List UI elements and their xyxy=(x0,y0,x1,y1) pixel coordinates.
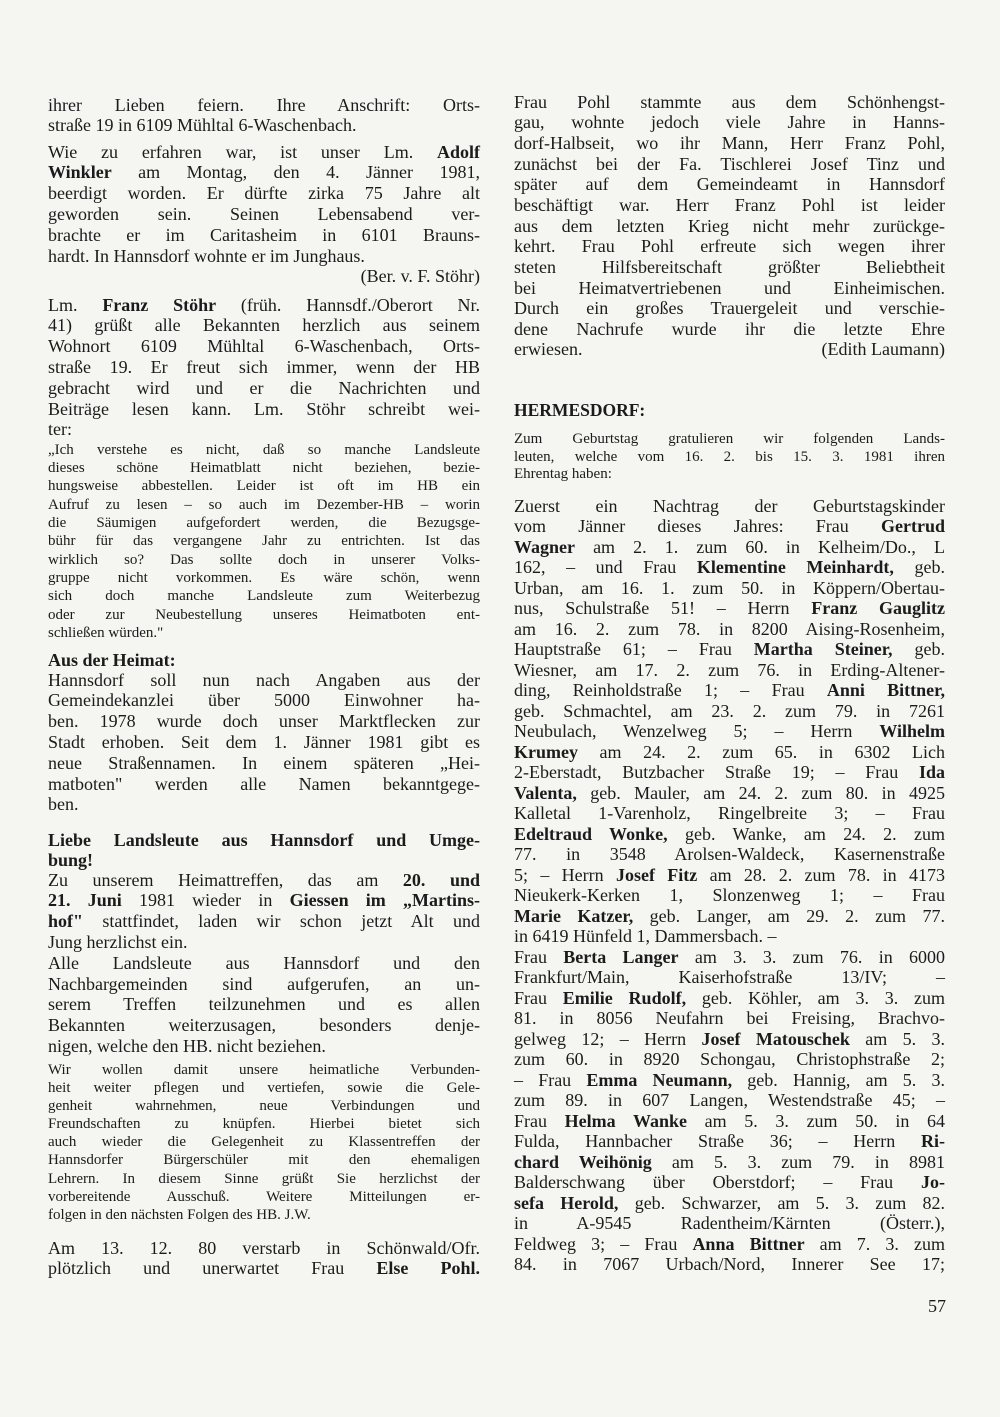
text-segment: Wie zu erfahren war, ist unser Lm. xyxy=(48,141,437,162)
text-line xyxy=(514,803,945,824)
text-segment: aus dem letzten Krieg nicht mehr zurückge- xyxy=(514,215,945,236)
text-line xyxy=(48,830,480,851)
text-line xyxy=(48,1206,480,1224)
text-line xyxy=(514,1131,945,1152)
text-line xyxy=(514,537,945,558)
bold-name: Wilhelm xyxy=(879,721,945,742)
bold-name: Franz Stöhr xyxy=(102,294,217,315)
text-line xyxy=(514,824,945,845)
text-segment: am 2. 1. zum 60. in Kelheim/Do., L xyxy=(575,536,945,557)
bold-name: Emma Neumann, xyxy=(586,1069,733,1090)
paragraph-address xyxy=(48,95,480,137)
bold-name: Jo- xyxy=(921,1172,945,1193)
text-segment: Durch ein großes Trauergeleit und verschie- xyxy=(514,298,945,319)
text-line xyxy=(514,1213,945,1234)
text-segment: Freundschaften zu knüpfen. Hierbei bietet sich xyxy=(48,1116,480,1133)
text-line xyxy=(514,216,945,237)
text-line xyxy=(48,496,480,514)
text-line xyxy=(48,774,480,795)
bold-name: Franz Gauglitz xyxy=(811,598,945,619)
bold-name: Valenta, xyxy=(514,782,577,803)
text-line xyxy=(48,953,480,974)
text-segment: hardt. In Hannsdorf wohnte er im Junghaus. xyxy=(48,245,365,266)
text-segment: die Säumigen aufgefordert werden, die Bezugsge- xyxy=(48,515,480,532)
text-line xyxy=(48,246,480,267)
text-segment: später auf dem Gemeindeamt in Hannsdorf xyxy=(514,174,945,195)
text-line xyxy=(48,587,480,605)
paragraph-winkler-obituary xyxy=(48,142,480,267)
text-segment: geb. Schwarzer, am 5. 3. zum 82. xyxy=(618,1192,945,1213)
text-segment: Jung herzlichst ein. xyxy=(48,931,188,952)
text-line xyxy=(514,112,945,133)
text-segment: (früh. Hannsdf./Oberort Nr. xyxy=(216,294,481,315)
text-segment: steten Hilfsbereitschaft größter Beliebtheit xyxy=(514,257,945,278)
bold-name: Wagner xyxy=(514,536,575,557)
text-line xyxy=(514,257,945,278)
text-segment: brachte er im Caritasheim in 6101 Brauns- xyxy=(48,224,480,245)
bold-name: Emilie Rudolf, xyxy=(562,987,687,1008)
text-segment: „Ich verstehe es nicht, daß so manche Landsleute xyxy=(48,441,480,458)
text-segment: 5; – Herrn xyxy=(514,864,616,885)
text-segment: gruppe nicht vorkommen. Es wäre schön, wenn xyxy=(48,569,480,586)
text-line xyxy=(514,578,945,599)
text-segment: geb. xyxy=(893,557,945,578)
text-line xyxy=(48,1097,480,1115)
text-segment: am 3. 3. zum 76. in 6000 xyxy=(678,946,945,967)
bold-name: Anni Bittner, xyxy=(826,680,945,701)
text-segment: zum 89. in 607 Langen, Westendstraße 45; – xyxy=(514,1090,945,1111)
bold-name: Josef Matouschek xyxy=(701,1028,850,1049)
text-line xyxy=(514,742,945,763)
paragraph xyxy=(48,142,480,267)
text-line xyxy=(514,1049,945,1070)
text-line xyxy=(48,225,480,246)
text-line xyxy=(48,794,480,815)
text-line xyxy=(514,1090,945,1111)
text-segment: serem Treffen teilzunehmen und es allen xyxy=(48,994,480,1015)
bold-name: Adolf xyxy=(436,141,480,162)
text-segment: oder zur Neubestellung unseres Heimatboten ent- xyxy=(48,606,480,623)
text-segment: Wir wollen damit unsere heimatliche Verbunden- xyxy=(48,1062,480,1078)
bold-name: Helma Wanke xyxy=(564,1110,687,1131)
text-segment: hungsweise abbestellen. Leider ist oft im HB ein xyxy=(48,478,480,495)
attribution-laumann: (Edith Laumann) xyxy=(821,339,945,360)
text-line xyxy=(514,619,945,640)
bold-name: Marie Katzer, xyxy=(514,905,634,926)
heading-liebe-landsleute xyxy=(48,830,480,872)
text-line xyxy=(514,1070,945,1091)
text-segment: geb. Wanke, am 24. 2. zum xyxy=(667,823,945,844)
bold-name: bung! xyxy=(48,850,94,871)
text-segment: beerdigt worden. Er dürfte zirka 75 Jahre alt xyxy=(48,183,480,204)
text-line xyxy=(514,1029,945,1050)
paragraph xyxy=(48,295,480,441)
paragraph-heimat-news xyxy=(48,670,480,816)
text-line xyxy=(48,532,480,550)
paragraph-birthday-intro xyxy=(514,431,945,484)
paragraph-frau-pohl-end xyxy=(514,339,945,360)
text-line xyxy=(48,1238,480,1259)
text-segment: Ehrentag haben: xyxy=(514,466,612,482)
text-segment: am 5. 3. zum 50. in 64 xyxy=(686,1110,945,1131)
text-line xyxy=(514,1234,945,1255)
text-segment: genheit wahrnehmen, neue Verbindungen und xyxy=(48,1098,480,1115)
text-line xyxy=(48,1151,480,1169)
bold-name: Klementine Meinhardt, xyxy=(696,557,894,578)
text-line xyxy=(514,319,945,340)
text-line xyxy=(514,639,945,660)
text-line xyxy=(48,569,480,587)
text-segment: geb. Hannig, am 5. 3. xyxy=(732,1069,945,1090)
text-segment: dene Nachrufe wurde ihr die letzte Ehre xyxy=(514,319,945,340)
bold-name: Giessen im „Martins- xyxy=(289,890,481,911)
bold-name: Krumey xyxy=(514,741,578,762)
text-segment: nigen, welche den HB. nicht beziehen. xyxy=(48,1035,326,1056)
text-line xyxy=(48,911,480,932)
paragraph xyxy=(48,670,480,816)
text-segment: 41) grüßt alle Bekannten herzlich aus seinem xyxy=(48,315,480,336)
text-segment: Frau xyxy=(514,987,563,1008)
paragraph xyxy=(514,92,945,340)
text-segment: geb. xyxy=(892,639,945,660)
text-line xyxy=(48,1061,480,1079)
paragraph-heimattreffen xyxy=(48,870,480,1057)
paragraph-franz-stoehr xyxy=(48,295,480,441)
text-segment: bühr für das vergangene Jahr zu entrichten. Ist das xyxy=(48,533,480,550)
bold-name: Winkler xyxy=(48,162,112,183)
text-line xyxy=(48,441,480,459)
paragraph-birthday-list xyxy=(514,496,945,1275)
text-line xyxy=(514,236,945,257)
text-segment: zum 60. in 8920 Schongau, Christophstraße 2; xyxy=(514,1049,945,1070)
text-segment: leuten, welche vom 16. 2. bis 15. 3. 1981 ihren xyxy=(514,448,945,465)
text-segment: Aufruf zu lesen – so auch im Dezember-HB – worin xyxy=(48,496,480,513)
text-line xyxy=(48,1258,480,1279)
text-segment: am 24. 2. zum 65. in 6302 Lich xyxy=(577,741,945,762)
text-segment: gelweg 12; – Herrn xyxy=(514,1028,702,1049)
page-number: 57 xyxy=(928,1296,946,1316)
text-segment: ding, Reinholdstraße 1; – Frau xyxy=(514,680,827,701)
text-segment: geb. Mauler, am 24. 2. zum 80. in 4925 xyxy=(576,782,945,803)
text-line xyxy=(514,298,945,319)
text-line xyxy=(514,598,945,619)
text-segment: Wiesner, am 17. 2. zum 76. in Erding-Altener- xyxy=(514,659,945,680)
bold-name: Liebe Landsleute aus Hannsdorf und Umge- xyxy=(48,829,480,850)
text-line xyxy=(514,133,945,154)
text-line xyxy=(48,890,480,911)
bold-name: Gertrud xyxy=(881,516,945,537)
text-line xyxy=(48,477,480,495)
text-line xyxy=(48,670,480,691)
text-segment: 1981 wieder in xyxy=(121,890,290,911)
text-segment: Feldweg 3; – Frau xyxy=(514,1233,693,1254)
text-line xyxy=(48,732,480,753)
paragraph-frau-pohl xyxy=(514,92,945,340)
text-line xyxy=(514,906,945,927)
text-segment: straße 19 in 6109 Mühltal 6-Waschenbach. xyxy=(48,115,357,136)
text-segment: Frau xyxy=(514,1110,565,1131)
text-line xyxy=(48,711,480,732)
text-line xyxy=(48,850,480,871)
text-segment: Zuerst ein Nachtrag der Geburtstagskinder xyxy=(514,495,945,516)
text-segment: Hannsdorfer Bürgerschüler mit den ehemaligen xyxy=(48,1152,480,1169)
text-segment: bei Heimatvertriebenen und Einheimischen. xyxy=(514,277,945,298)
text-segment: Hauptstraße 61; – Frau xyxy=(514,639,754,660)
text-segment: straße 19. Er freut sich immer, wenn der HB xyxy=(48,356,480,377)
text-line xyxy=(514,1172,945,1193)
text-segment: geworden sein. Seinen Lebensabend ver- xyxy=(48,203,480,224)
text-line xyxy=(514,885,945,906)
text-segment: in A-9545 Radentheim/Kärnten (Österr.), xyxy=(514,1213,945,1234)
text-line xyxy=(48,1079,480,1097)
text-segment: Urban, am 16. 1. zum 50. in Köppern/Obertau- xyxy=(514,577,945,598)
bold-name: 20. und xyxy=(402,869,480,890)
text-segment: Nachbargemeinden sind aufgerufen, an un- xyxy=(48,973,480,994)
text-line xyxy=(48,115,480,136)
text-line xyxy=(48,95,480,116)
text-segment: folgen in den nächsten Folgen des HB. J.W. xyxy=(48,1206,311,1223)
text-line xyxy=(514,762,945,783)
text-line xyxy=(514,947,945,968)
paragraph-verbundenheit xyxy=(48,1061,480,1224)
text-line xyxy=(48,606,480,624)
bold-name: Josef Fitz xyxy=(615,864,698,885)
text-line xyxy=(514,496,945,517)
text-line xyxy=(514,1008,945,1029)
text-line xyxy=(514,660,945,681)
text-line xyxy=(48,974,480,995)
text-segment: ter: xyxy=(48,419,72,440)
text-segment: kehrt. Frau Pohl erfreute sich wegen ihrer xyxy=(514,236,945,257)
text-segment: Hannsdorf soll nun nach Angaben aus der xyxy=(48,669,480,690)
bold-name: Ida xyxy=(918,762,945,783)
heading-aus-der-heimat: Aus der Heimat: xyxy=(48,649,176,670)
paragraph xyxy=(514,431,945,484)
text-line xyxy=(48,1133,480,1151)
text-line xyxy=(48,870,480,891)
bold-name: Else Pohl. xyxy=(376,1258,480,1279)
text-segment: vom Jänner dieses Jahres: Frau xyxy=(514,516,882,537)
paragraph xyxy=(48,1061,480,1224)
text-segment: wirklich so? Das sollte doch in unserer Volks- xyxy=(48,551,480,568)
text-line xyxy=(48,1170,480,1188)
text-line xyxy=(514,701,945,722)
text-line xyxy=(48,1115,480,1133)
bold-name: Edeltraud Wonke, xyxy=(514,823,668,844)
paragraph xyxy=(48,95,480,137)
text-line xyxy=(514,926,945,947)
text-segment: Frau Pohl stammte aus dem Schönhengst- xyxy=(514,91,945,112)
text-line xyxy=(48,183,480,204)
bold-name: Berta Langer xyxy=(563,946,679,967)
text-segment: schließen würden." xyxy=(48,624,164,641)
text-line xyxy=(514,1254,945,1275)
text-line xyxy=(514,721,945,742)
bold-name: Anna Bittner xyxy=(692,1233,805,1254)
text-line xyxy=(514,680,945,701)
text-segment: am 5. 3. zum 79. in 8981 xyxy=(651,1151,945,1172)
text-segment: Lehrern. In diesem Sinne grüßt Sie herzlichst der xyxy=(48,1170,480,1187)
text-line xyxy=(48,399,480,420)
text-segment: sich doch manche Landsleute zum Weiterbezug xyxy=(48,588,480,605)
text-line xyxy=(48,1015,480,1036)
text-line xyxy=(48,1036,480,1057)
text-segment: 84. in 7067 Urbach/Nord, Innerer See 17; xyxy=(514,1254,945,1275)
text-line xyxy=(48,357,480,378)
text-segment: geb. Köhler, am 3. 3. zum xyxy=(686,987,945,1008)
text-segment: 77. in 3548 Arolsen-Waldeck, Kasernenstraße xyxy=(514,844,945,865)
text-segment: gebracht wird und er die Nachrichten und xyxy=(48,377,480,398)
quote-stoehr xyxy=(48,441,480,642)
text-segment: Wohnort 6109 Mühltal 6-Waschenbach, Orts- xyxy=(48,336,480,357)
text-segment: matboten" werden alle Namen bekanntgege- xyxy=(48,773,480,794)
bold-name: Martha Steiner, xyxy=(753,639,893,660)
text-line xyxy=(48,932,480,953)
text-segment: dieses schöne Heimatblatt nicht beziehen, bezie- xyxy=(48,460,480,477)
text-segment: 162, – und Frau xyxy=(514,557,697,578)
text-line xyxy=(48,419,480,440)
text-segment: Bekannten weiterzusagen, besonders denje- xyxy=(48,1015,480,1036)
paragraph xyxy=(48,870,480,953)
text-segment: Alle Landsleute aus Hannsdorf und den xyxy=(48,952,480,973)
text-segment: zunächst bei der Fa. Tischlerei Josef Tinz und xyxy=(514,153,945,174)
text-segment: plötzlich und unerwartet Frau xyxy=(48,1258,377,1279)
text-line xyxy=(514,174,945,195)
text-segment: Fulda, Hannbacher Straße 36; – Herrn xyxy=(514,1131,921,1152)
text-line xyxy=(514,865,945,886)
text-segment: – Frau xyxy=(514,1069,587,1090)
text-line xyxy=(48,514,480,532)
paragraph-else-pohl xyxy=(48,1238,480,1280)
bold-name: sefa Herold, xyxy=(514,1192,619,1213)
text-segment: am 5. 3. xyxy=(849,1028,945,1049)
paragraph xyxy=(48,830,480,872)
text-segment: 2-Eberstadt, Butzbacher Straße 19; – Frau xyxy=(514,762,919,783)
text-segment: Am 13. 12. 80 verstarb in Schönwald/Ofr. xyxy=(48,1237,480,1258)
text-segment: Beiträge lesen kann. Lm. Stöhr schreibt wei- xyxy=(48,398,480,419)
paragraph xyxy=(514,496,945,947)
text-line xyxy=(48,624,480,642)
bold-name: Ri- xyxy=(921,1131,945,1152)
text-line xyxy=(48,1188,480,1206)
text-line xyxy=(514,844,945,865)
text-line xyxy=(48,295,480,316)
text-line xyxy=(514,1193,945,1214)
heading-hermesdorf: HERMESDORF: xyxy=(514,399,646,420)
text-segment: geb. Schmachtel, am 23. 2. zum 79. in 7261 xyxy=(514,700,945,721)
text-segment: Neubulach, Wenzelweg 5; – Herrn xyxy=(514,721,880,742)
text-line xyxy=(514,278,945,299)
text-line xyxy=(48,459,480,477)
text-line xyxy=(514,195,945,216)
text-segment: neue Straßennamen. In einem späteren „Hei- xyxy=(48,752,480,773)
text-line xyxy=(514,967,945,988)
text-segment: Lm. xyxy=(48,294,103,315)
text-line xyxy=(48,162,480,183)
text-line xyxy=(514,1111,945,1132)
text-segment: ben. xyxy=(48,794,79,815)
text-line xyxy=(514,1152,945,1173)
text-segment: gau, wohnte jedoch viele Jahre in Hanns- xyxy=(514,112,945,133)
text-segment: Zum Geburtstag gratulieren wir folgenden Lands- xyxy=(514,431,945,447)
text-line xyxy=(48,690,480,711)
text-segment: Zu unserem Heimattreffen, das am xyxy=(48,869,403,890)
bold-name: hof" xyxy=(48,911,83,932)
text-line xyxy=(48,142,480,163)
text-line xyxy=(514,449,945,467)
bold-name: 21. Juni xyxy=(48,890,122,911)
text-segment: 81. in 8056 Neufahrn bei Freising, Brachvo- xyxy=(514,1008,945,1029)
text-line xyxy=(514,466,945,484)
attribution-stoehr: (Ber. v. F. Stöhr) xyxy=(360,266,480,287)
text-segment: Nieukerk-Kerken 1, Slonzenweg 1; – Frau xyxy=(514,885,945,906)
text-line xyxy=(48,551,480,569)
text-line xyxy=(514,783,945,804)
text-segment: beschäftigt war. Herr Franz Pohl ist leider xyxy=(514,195,945,216)
text-line xyxy=(514,431,945,449)
text-segment: am Montag, den 4. Jänner 1981, xyxy=(111,162,480,183)
text-segment: Frau xyxy=(514,946,564,967)
text-line xyxy=(514,988,945,1009)
text-line xyxy=(48,378,480,399)
text-segment: ihrer Lieben feiern. Ihre Anschrift: Orts- xyxy=(48,94,480,115)
text-line xyxy=(48,204,480,225)
text-line xyxy=(48,315,480,336)
paragraph xyxy=(48,953,480,1057)
paragraph xyxy=(48,441,480,642)
text-segment: am 16. 2. zum 78. in 8200 Aising-Rosenheim, xyxy=(514,618,945,639)
text-segment: Stadt erhoben. Seit dem 1. Jänner 1981 gibt es xyxy=(48,731,480,752)
text-segment: am 28. 2. zum 78. in 4173 xyxy=(697,864,945,885)
text-segment: in 6419 Hünfeld 1, Dammersbach. – xyxy=(514,926,777,947)
text-line xyxy=(514,516,945,537)
paragraph xyxy=(514,947,945,1275)
bold-name: chard Weihönig xyxy=(514,1151,652,1172)
text-segment: auch wieder die Gelegenheit zu Klassentreffen der xyxy=(48,1134,480,1151)
text-line xyxy=(514,557,945,578)
paragraph xyxy=(48,1238,480,1280)
text-erwiesen: erwiesen. xyxy=(514,339,583,360)
text-segment: heit weiter pflegen und vertiefen, sowie die Gele- xyxy=(48,1080,480,1097)
text-segment: Gemeindekanzlei über 5000 Einwohner ha- xyxy=(48,690,480,711)
text-segment: am 7. 3. zum xyxy=(804,1233,945,1254)
text-segment: geb. Langer, am 29. 2. zum 77. xyxy=(633,905,945,926)
text-segment: dorf-Halbseit, wo ihr Mann, Herr Franz Pohl, xyxy=(514,132,945,153)
text-line xyxy=(514,154,945,175)
text-line xyxy=(48,336,480,357)
text-line xyxy=(514,92,945,113)
text-segment: nus, Schulstraße 51! – Herrn xyxy=(514,598,812,619)
text-line xyxy=(48,994,480,1015)
text-segment: Balderschwang über Oberstdorf; – Frau xyxy=(514,1172,921,1193)
text-segment: vorbereitende Ausschuß. Weitere Mitteilungen er- xyxy=(48,1188,480,1205)
text-segment: ben. 1978 wurde doch unser Marktflecken zur xyxy=(48,711,480,732)
text-segment: stattfindet, laden wir schon jetzt Alt und xyxy=(83,911,480,932)
text-segment: Frankfurt/Main, Kaiserhofstraße 13/IV; – xyxy=(514,967,945,988)
text-line xyxy=(48,753,480,774)
text-segment: Kalletal 1-Varenholz, Ringelbreite 3; – Frau xyxy=(514,803,945,824)
